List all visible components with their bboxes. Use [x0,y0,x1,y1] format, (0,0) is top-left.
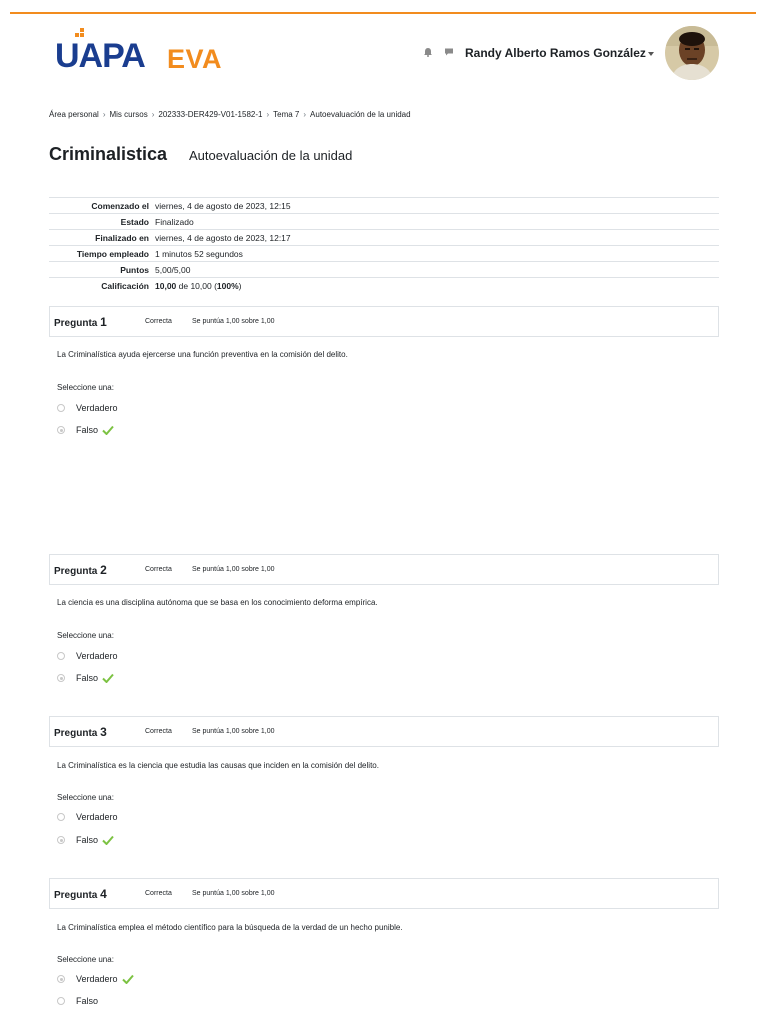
option-label: Verdadero [76,403,118,413]
option-verdadero[interactable] [57,810,118,824]
summary-value: 5,00/5,00 [155,264,191,275]
question-state: Correcta [145,728,172,735]
breadcrumb [49,110,411,119]
select-prompt: Seleccione una: [57,631,114,640]
question-number: 2 [100,563,107,577]
question-1-header [49,306,719,337]
question-state: Correcta [145,890,172,897]
question-label: Pregunta 1 [54,315,107,329]
breadcrumb-item[interactable]: Autoevaluación de la unidad [310,110,411,119]
table-row [49,198,719,214]
chevron-right-icon: › [102,110,106,119]
radio-button[interactable] [57,813,65,821]
check-icon [122,974,134,984]
chevron-right-icon: › [303,110,307,119]
logo-uapa-text: UAPA [55,37,145,75]
option-falso[interactable] [57,994,98,1008]
chevron-down-icon[interactable] [648,52,654,56]
grade-end: ) [238,280,242,291]
top-accent-line [10,12,756,14]
summary-value [155,278,719,294]
summary-label: Puntos [120,264,149,275]
table-row [49,278,719,294]
user-menu-name[interactable]: Randy Alberto Ramos González [465,46,646,60]
avatar[interactable] [665,26,719,80]
summary-label: Calificación [101,280,149,291]
grade-score: 10,00 [155,280,177,291]
radio-button[interactable] [57,404,65,412]
attempt-summary-table [49,197,719,294]
option-falso[interactable] [57,671,114,685]
option-falso[interactable] [57,423,114,437]
summary-value: viernes, 4 de agosto de 2023, 12:17 [155,232,291,243]
check-icon [102,425,114,435]
page-title: Criminalistica [49,144,168,164]
question-grade: Se puntúa 1,00 sobre 1,00 [192,566,275,573]
summary-label: Estado [120,216,149,227]
breadcrumb-item[interactable]: 202333-DER429-V01-1582-1 [158,110,263,119]
question-grade: Se puntúa 1,00 sobre 1,00 [192,318,275,325]
radio-button[interactable] [57,426,65,434]
summary-value: 1 minutos 52 segundos [155,248,243,259]
radio-button[interactable] [57,674,65,682]
grade-mid: de 10,00 ( [176,280,217,291]
question-text: La Criminalística emplea el método científico para la búsqueda de la verdad de un hecho punible. [57,923,403,932]
question-text: La Criminalística es la ciencia que estudia las causas que inciden en la comisión del delito. [57,761,379,770]
option-label: Falso [76,425,99,435]
question-label: Pregunta 2 [54,563,107,577]
chevron-right-icon: › [151,110,155,119]
question-grade: Se puntúa 1,00 sobre 1,00 [192,890,275,897]
option-label: Verdadero [76,974,118,984]
question-state: Correcta [145,318,172,325]
summary-label: Comenzado el [91,200,149,211]
question-3-header [49,716,719,747]
breadcrumb-item[interactable]: Tema 7 [273,110,300,119]
question-grade: Se puntúa 1,00 sobre 1,00 [192,728,275,735]
question-number: 3 [100,725,107,739]
question-label: Pregunta 3 [54,725,107,739]
question-4-header [49,878,719,909]
check-icon [102,673,114,683]
table-row [49,230,719,246]
question-text: La ciencia es una disciplina autónoma que se basa en los conocimiento deforma empírica. [57,598,378,607]
option-verdadero[interactable] [57,649,118,663]
select-prompt: Seleccione una: [57,793,114,802]
avatar-image [665,26,719,80]
table-row [49,262,719,278]
option-verdadero[interactable] [57,972,134,986]
question-number: 1 [100,315,107,329]
logo-eva-text: EVA [167,44,223,74]
question-text: La Criminalística ayuda ejercerse una función preventiva en la comisión del delito. [57,350,348,359]
question-state: Correcta [145,566,172,573]
grade-percent: 100% [216,280,239,291]
select-prompt: Seleccione una: [57,383,114,392]
page-subtitle: Autoevaluación de la unidad [189,148,353,163]
option-label: Verdadero [76,812,118,822]
breadcrumb-item[interactable]: Mis cursos [109,110,148,119]
radio-button[interactable] [57,975,65,983]
question-label: Pregunta 4 [54,887,107,901]
option-label: Falso [76,835,99,845]
bell-icon[interactable] [423,47,433,57]
chat-icon[interactable] [444,47,454,57]
question-2-header [49,554,719,585]
radio-button[interactable] [57,997,65,1005]
radio-button[interactable] [57,652,65,660]
summary-label: Finalizado en [95,232,149,243]
summary-value: Finalizado [155,216,194,227]
summary-label: Tiempo empleado [76,248,149,259]
option-label: Falso [76,996,99,1006]
breadcrumb-item[interactable]: Área personal [49,110,99,119]
option-label: Falso [76,673,99,683]
radio-button[interactable] [57,836,65,844]
question-number: 4 [100,887,107,901]
table-row [49,246,719,262]
table-row [49,214,719,230]
option-falso[interactable] [57,833,114,847]
summary-value: viernes, 4 de agosto de 2023, 12:15 [155,200,291,211]
option-label: Verdadero [76,651,118,661]
check-icon [102,835,114,845]
select-prompt: Seleccione una: [57,955,114,964]
chevron-right-icon: › [266,110,270,119]
option-verdadero[interactable] [57,401,118,415]
